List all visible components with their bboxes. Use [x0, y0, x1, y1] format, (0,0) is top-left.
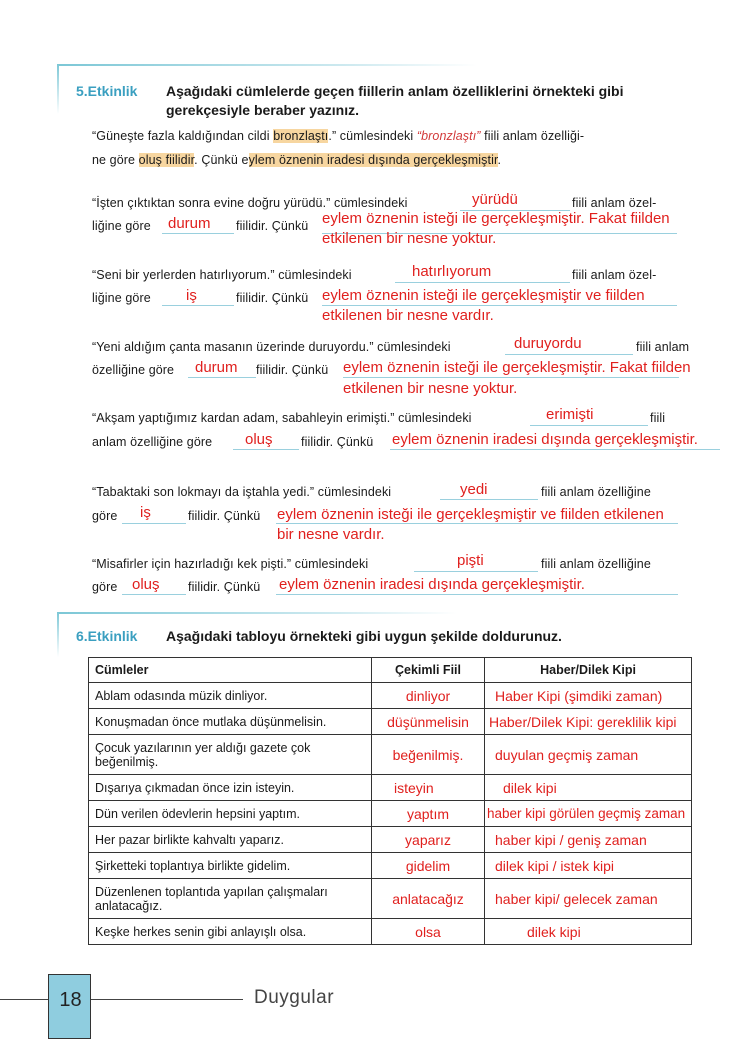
item4-reason-answer-l1: eylem öznenin iradesi dışında gerçekleşmiştir.: [392, 431, 698, 448]
item1-verb-answer: yürüdü: [472, 191, 518, 208]
item2-reason-answer-l2: etkilenen bir nesne vardır.: [322, 307, 494, 324]
page-number: 18: [59, 989, 82, 1011]
cell-mood[interactable]: haber kipi/ gelecek zaman: [485, 879, 692, 919]
act6-header-rule: [57, 612, 457, 614]
item2-line1: “Seni bir yerlerden hatırlıyorum.” cümlesindeki: [92, 268, 352, 282]
cell-mood[interactable]: duyulan geçmiş zaman: [485, 735, 692, 775]
act5-instruction-line2: gerekçesiyle beraber yazınız.: [166, 102, 359, 118]
act5-instruction-line1: Aşağıdaki cümlelerde geçen fiillerin anlam özelliklerini örnekteki gibi: [166, 83, 624, 99]
item6-line1-end: fiili anlam özelliğine: [541, 557, 651, 571]
item4-verb-answer: erimişti: [546, 406, 594, 423]
item1-line1-end: fiili anlam özel-: [572, 196, 657, 210]
cell-sentence: Şirketteki toplantıya birlikte gidelim.: [89, 853, 372, 879]
cell-sentence: Çocuk yazılarının yer aldığı gazete çok beğenilmiş.: [89, 735, 372, 775]
item3-reason-answer-l1: eylem öznenin isteği ile gerçekleşmiştir. Fakat fiilden: [343, 359, 691, 376]
item2-verb-answer: hatırlıyorum: [412, 263, 492, 280]
item3-type-blank[interactable]: [188, 377, 256, 378]
item4-line1-end: fiili: [650, 411, 666, 425]
act5-number: 5.Etkinlik: [76, 83, 138, 99]
cell-mood[interactable]: haber kipi görülen geçmiş zaman: [485, 801, 692, 827]
item6-line1: “Misafirler için hazırladığı kek pişti.” cümlesindeki: [92, 557, 369, 571]
footer-rule-right: [91, 999, 243, 1000]
example-text: .: [497, 153, 502, 167]
item6-type-blank[interactable]: [122, 594, 186, 595]
act6-instruction: Aşağıdaki tabloyu örnekteki gibi uygun şekilde doldurunuz.: [166, 628, 562, 644]
item3-line2-mid: fiilidir. Çünkü: [256, 363, 329, 377]
item5-line1-end: fiili anlam özelliğine: [541, 485, 651, 499]
item3-verb-blank[interactable]: [505, 354, 633, 355]
footer-rule-left: [0, 999, 48, 1000]
cell-sentence: Düzenlenen toplantıda yapılan çalışmaları anlatacağız.: [89, 879, 372, 919]
table-row: [89, 919, 692, 945]
table-row: [89, 827, 692, 853]
item4-type-blank[interactable]: [233, 449, 299, 450]
table-row: [89, 801, 692, 827]
item4-reason-blank[interactable]: [390, 449, 720, 450]
cell-sentence: Konuşmadan önce mutlaka düşünmelisin.: [89, 709, 372, 735]
cell-verb[interactable]: dinliyor: [372, 683, 485, 709]
cell-sentence: Dün verilen ödevlerin hepsini yaptım.: [89, 801, 372, 827]
item3-reason-blank[interactable]: [343, 377, 679, 378]
item1-line2-start: liğine göre: [92, 219, 151, 233]
item3-line1: “Yeni aldığım çanta masanın üzerinde duruyordu.” cümlesindeki: [92, 340, 451, 354]
example-reason-highlight: ylem öznenin iradesi dışında gerçekleşmiştir: [248, 153, 498, 167]
act5-header-side-rule: [57, 64, 59, 114]
item5-type-blank[interactable]: [122, 523, 186, 524]
item4-line2-start: anlam özelliğine göre: [92, 435, 213, 449]
item3-verb-answer: duruyordu: [514, 335, 582, 352]
kip-table: [88, 657, 692, 945]
cell-verb[interactable]: düşünmelisin: [372, 709, 485, 735]
item5-line1: “Tabaktaki son lokmayı da iştahla yedi.” cümlesindeki: [92, 485, 392, 499]
cell-mood[interactable]: dilek kipi: [485, 775, 692, 801]
example-text: .” cümlesindeki: [328, 129, 417, 143]
table-row: [89, 735, 692, 775]
item5-reason-answer-l1: eylem öznenin isteği ile gerçekleşmiştir ve fiilden etkilenen: [277, 506, 664, 523]
cell-mood[interactable]: haber kipi / geniş zaman: [485, 827, 692, 853]
act6-number: 6.Etkinlik: [76, 628, 138, 644]
item5-verb-blank[interactable]: [440, 499, 538, 500]
item3-line1-end: fiili anlam: [636, 340, 690, 354]
example-text: fiili anlam özelliği-: [480, 129, 585, 143]
item2-line1-end: fiili anlam özel-: [572, 268, 657, 282]
item5-verb-answer: yedi: [460, 481, 488, 498]
cell-sentence: Dışarıya çıkmadan önce izin isteyin.: [89, 775, 372, 801]
example-text: “Güneşte fazla kaldığından cildi: [92, 129, 274, 143]
cell-verb[interactable]: beğenilmiş.: [372, 735, 485, 775]
cell-sentence: Keşke herkes senin gibi anlayışlı olsa.: [89, 919, 372, 945]
item5-reason-answer-l2: bir nesne vardır.: [277, 526, 385, 543]
item6-verb-blank[interactable]: [414, 571, 538, 572]
item6-reason-blank[interactable]: [276, 594, 678, 595]
table-row: [89, 853, 692, 879]
cell-verb[interactable]: yaparız: [372, 827, 485, 853]
cell-mood[interactable]: dilek kipi / istek kipi: [485, 853, 692, 879]
item1-type-answer: durum: [168, 215, 211, 232]
chapter-title: Duygular: [254, 987, 335, 1008]
item3-line2-start: özelliğine göre: [92, 363, 175, 377]
cell-mood[interactable]: Haber Kipi (şimdiki zaman): [485, 683, 692, 709]
example-type-highlight: oluş fiilidir: [138, 153, 195, 167]
item2-type-answer: iş: [186, 287, 197, 304]
example-verb-quote: “bronzlaştı”: [416, 129, 481, 143]
cell-sentence: Ablam odasında müzik dinliyor.: [89, 683, 372, 709]
cell-mood[interactable]: dilek kipi: [485, 919, 692, 945]
cell-verb[interactable]: yaptım: [372, 801, 485, 827]
table-header-row: [89, 658, 692, 683]
act5-header-rule: [57, 64, 477, 66]
header-verb: Çekimli Fiil: [372, 658, 485, 683]
example-text: . Çünkü e: [194, 153, 249, 167]
act5-example-line1: [92, 129, 584, 143]
item6-line2-mid: fiilidir. Çünkü: [188, 580, 261, 594]
item2-reason-answer-l1: eylem öznenin isteği ile gerçekleşmiştir ve fiilden: [322, 287, 645, 304]
act5-example-line2: [92, 153, 501, 167]
item4-line2-mid: fiilidir. Çünkü: [301, 435, 374, 449]
item1-reason-answer-l2: etkilenen bir nesne yoktur.: [322, 230, 497, 247]
table-row: [89, 709, 692, 735]
page-number-box: [48, 974, 91, 1039]
item1-reason-answer-l1: eylem öznenin isteği ile gerçekleşmiştir. Fakat fiilden: [322, 210, 670, 227]
item6-type-answer: oluş: [132, 576, 160, 593]
example-verb-highlight: bronzlaştı: [273, 129, 329, 143]
table-row: [89, 683, 692, 709]
item5-line2-mid: fiilidir. Çünkü: [188, 509, 261, 523]
cell-sentence: Her pazar birlikte kahvaltı yaparız.: [89, 827, 372, 853]
item4-type-answer: oluş: [245, 431, 273, 448]
item5-type-answer: iş: [140, 504, 151, 521]
cell-verb[interactable]: anlatacağız: [372, 879, 485, 919]
item2-reason-blank[interactable]: [322, 305, 677, 306]
cell-verb[interactable]: isteyin: [372, 775, 485, 801]
cell-verb[interactable]: gidelim: [372, 853, 485, 879]
item2-type-blank[interactable]: [162, 305, 234, 306]
item2-line2-mid: fiilidir. Çünkü: [236, 291, 309, 305]
act6-header-side-rule: [57, 612, 59, 657]
item6-line2-start: göre: [92, 580, 118, 594]
table-row: [89, 775, 692, 801]
table-row: [89, 879, 692, 919]
cell-verb[interactable]: olsa: [372, 919, 485, 945]
item1-line1: “İşten çıktıktan sonra evine doğru yürüdü.” cümlesindeki: [92, 196, 408, 210]
item5-line2-start: göre: [92, 509, 118, 523]
item6-verb-answer: pişti: [457, 552, 484, 569]
cell-mood[interactable]: Haber/Dilek Kipi: gereklilik kipi: [485, 709, 692, 735]
item6-reason-answer-l1: eylem öznenin iradesi dışında gerçekleşmiştir.: [279, 576, 585, 593]
item2-verb-blank[interactable]: [395, 282, 570, 283]
item4-verb-blank[interactable]: [530, 425, 648, 426]
item3-reason-answer-l2: etkilenen bir nesne yoktur.: [343, 380, 518, 397]
header-mood: Haber/Dilek Kipi: [485, 658, 692, 683]
item3-type-answer: durum: [195, 359, 238, 376]
header-sentences: Cümleler: [89, 658, 372, 683]
item2-line2-start: liğine göre: [92, 291, 151, 305]
example-text: ne göre: [92, 153, 139, 167]
item1-line2-mid: fiilidir. Çünkü: [236, 219, 309, 233]
item1-type-blank[interactable]: [162, 233, 234, 234]
item4-line1: “Akşam yaptığımız kardan adam, sabahleyin erimişti.” cümlesindeki: [92, 411, 472, 425]
